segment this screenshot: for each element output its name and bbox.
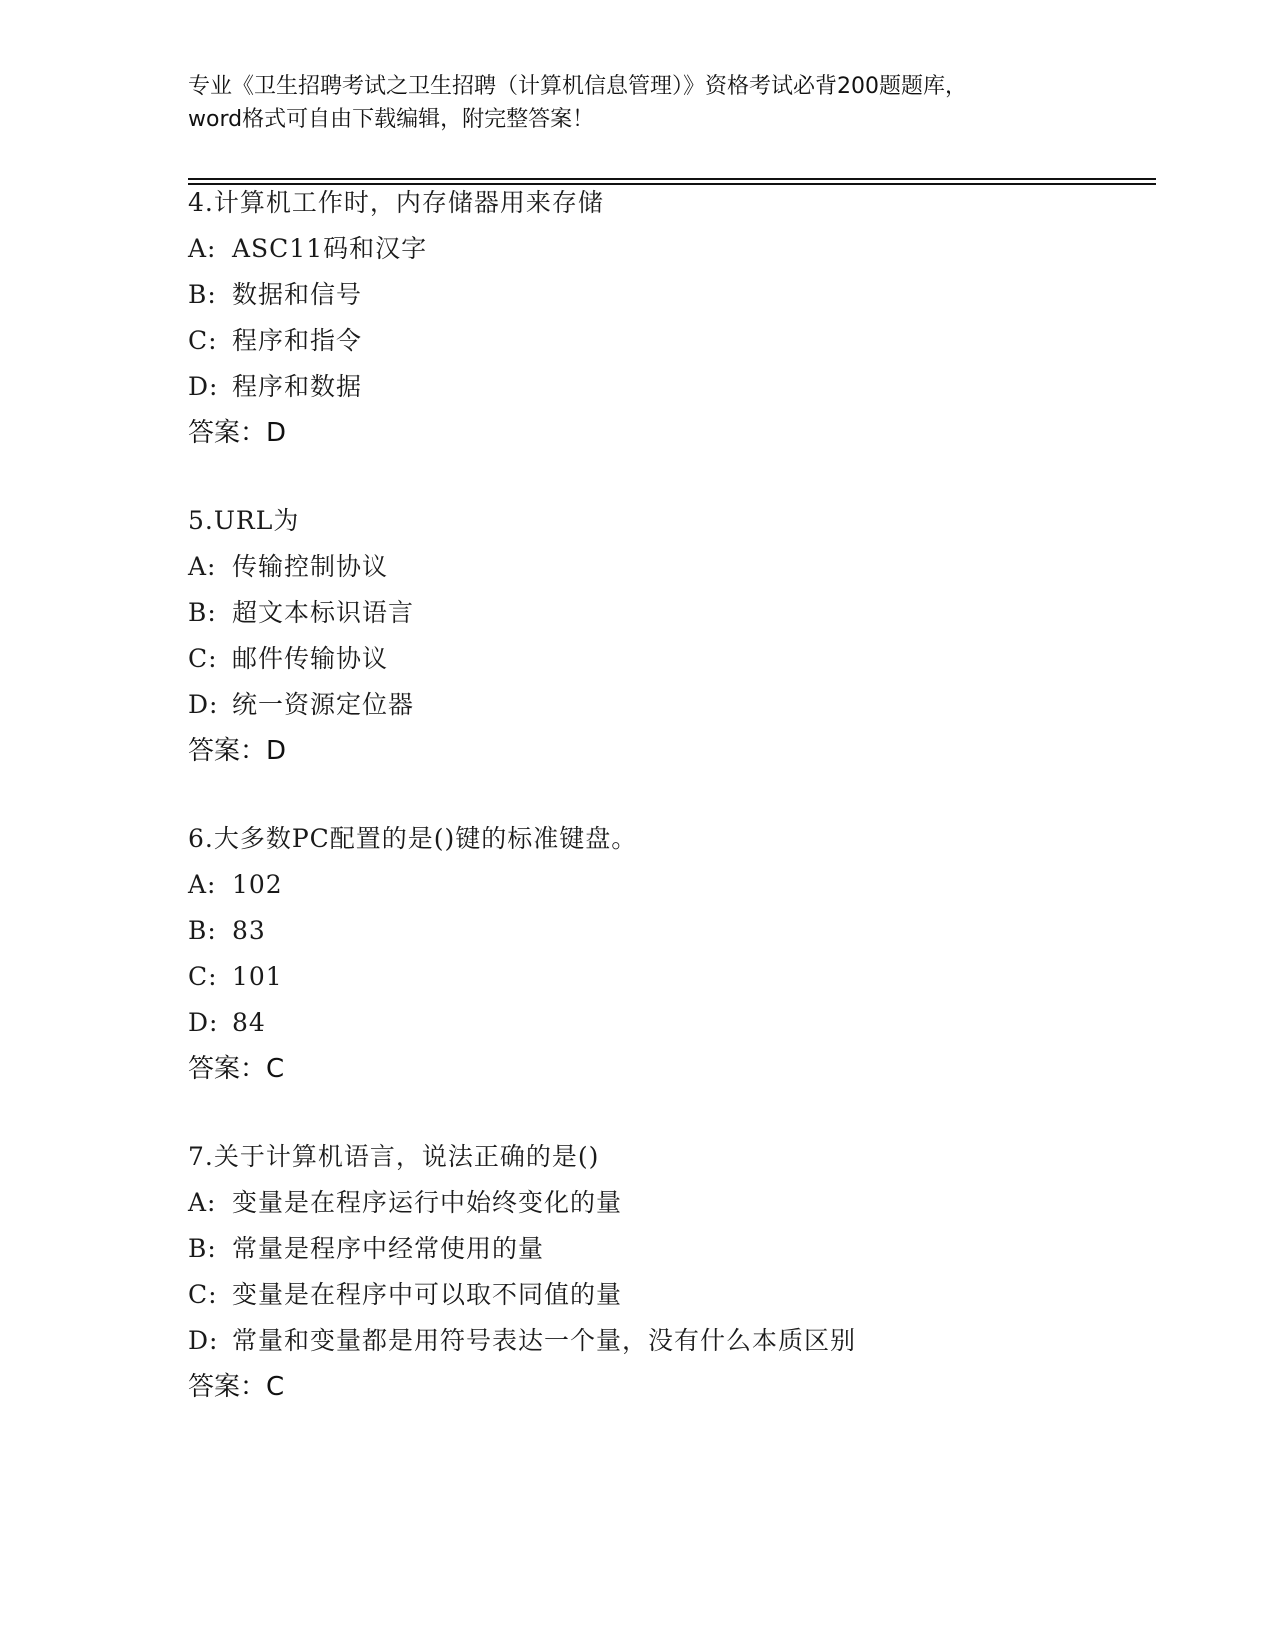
option-letter: B:	[188, 916, 217, 945]
option-text: 程序和指令	[232, 326, 363, 355]
option-letter: C:	[188, 962, 218, 991]
option-c	[188, 636, 1188, 682]
option-c	[188, 318, 1188, 364]
question-7	[188, 1134, 1188, 1410]
option-text: ASC11码和汉字	[232, 234, 428, 263]
option-letter: A:	[188, 234, 217, 263]
document-header	[188, 70, 1088, 136]
question-stem: 7.关于计算机语言，说法正确的是()	[188, 1142, 600, 1171]
option-letter: B:	[188, 280, 217, 309]
option-b	[188, 272, 1188, 318]
option-letter: A:	[188, 552, 217, 581]
question-stem: 6.大多数PC配置的是()键的标准键盘。	[188, 824, 638, 853]
option-text: 102	[232, 870, 283, 899]
option-text: 数据和信号	[232, 280, 363, 309]
option-d	[188, 682, 1188, 728]
option-letter: D:	[188, 1008, 219, 1037]
option-letter: D:	[188, 1326, 219, 1355]
question-stem: 4.计算机工作时，内存储器用来存储	[188, 188, 604, 217]
answer-label: 答案：D	[188, 736, 287, 766]
option-c	[188, 1272, 1188, 1318]
option-a	[188, 226, 1188, 272]
option-text: 变量是在程序运行中始终变化的量	[232, 1188, 623, 1217]
option-b	[188, 1226, 1188, 1272]
question-5	[188, 498, 1188, 774]
option-text: 邮件传输协议	[232, 644, 389, 673]
header-line-2: word格式可自由下载编辑，附完整答案！	[188, 107, 595, 132]
answer-label: 答案：C	[188, 1372, 285, 1402]
option-letter: A:	[188, 1188, 217, 1217]
option-text: 程序和数据	[232, 372, 363, 401]
option-text: 84	[232, 1008, 266, 1037]
option-text: 101	[232, 962, 283, 991]
option-letter: C:	[188, 326, 218, 355]
option-letter: B:	[188, 1234, 217, 1263]
option-d	[188, 1318, 1188, 1364]
option-letter: C:	[188, 1280, 218, 1309]
option-text: 变量是在程序中可以取不同值的量	[232, 1280, 623, 1309]
answer-label: 答案：C	[188, 1054, 285, 1084]
option-letter: D:	[188, 372, 219, 401]
question-4	[188, 180, 1188, 456]
question-6	[188, 816, 1188, 1092]
option-text: 常量是程序中经常使用的量	[232, 1234, 545, 1263]
option-text: 超文本标识语言	[232, 598, 415, 627]
option-a	[188, 1180, 1188, 1226]
option-b	[188, 908, 1188, 954]
header-line-1: 专业《卫生招聘考试之卫生招聘（计算机信息管理）》资格考试必背200题题库，	[188, 74, 967, 99]
option-text: 统一资源定位器	[232, 690, 415, 719]
option-a	[188, 544, 1188, 590]
option-letter: C:	[188, 644, 218, 673]
option-c	[188, 954, 1188, 1000]
option-a	[188, 862, 1188, 908]
answer-label: 答案：D	[188, 418, 287, 448]
option-text: 传输控制协议	[232, 552, 389, 581]
option-d	[188, 1000, 1188, 1046]
option-b	[188, 590, 1188, 636]
option-d	[188, 364, 1188, 410]
option-letter: D:	[188, 690, 219, 719]
option-letter: A:	[188, 870, 217, 899]
question-stem: 5.URL为	[188, 506, 300, 535]
option-text: 83	[232, 916, 266, 945]
option-letter: B:	[188, 598, 217, 627]
option-text: 常量和变量都是用符号表达一个量，没有什么本质区别	[232, 1326, 857, 1355]
